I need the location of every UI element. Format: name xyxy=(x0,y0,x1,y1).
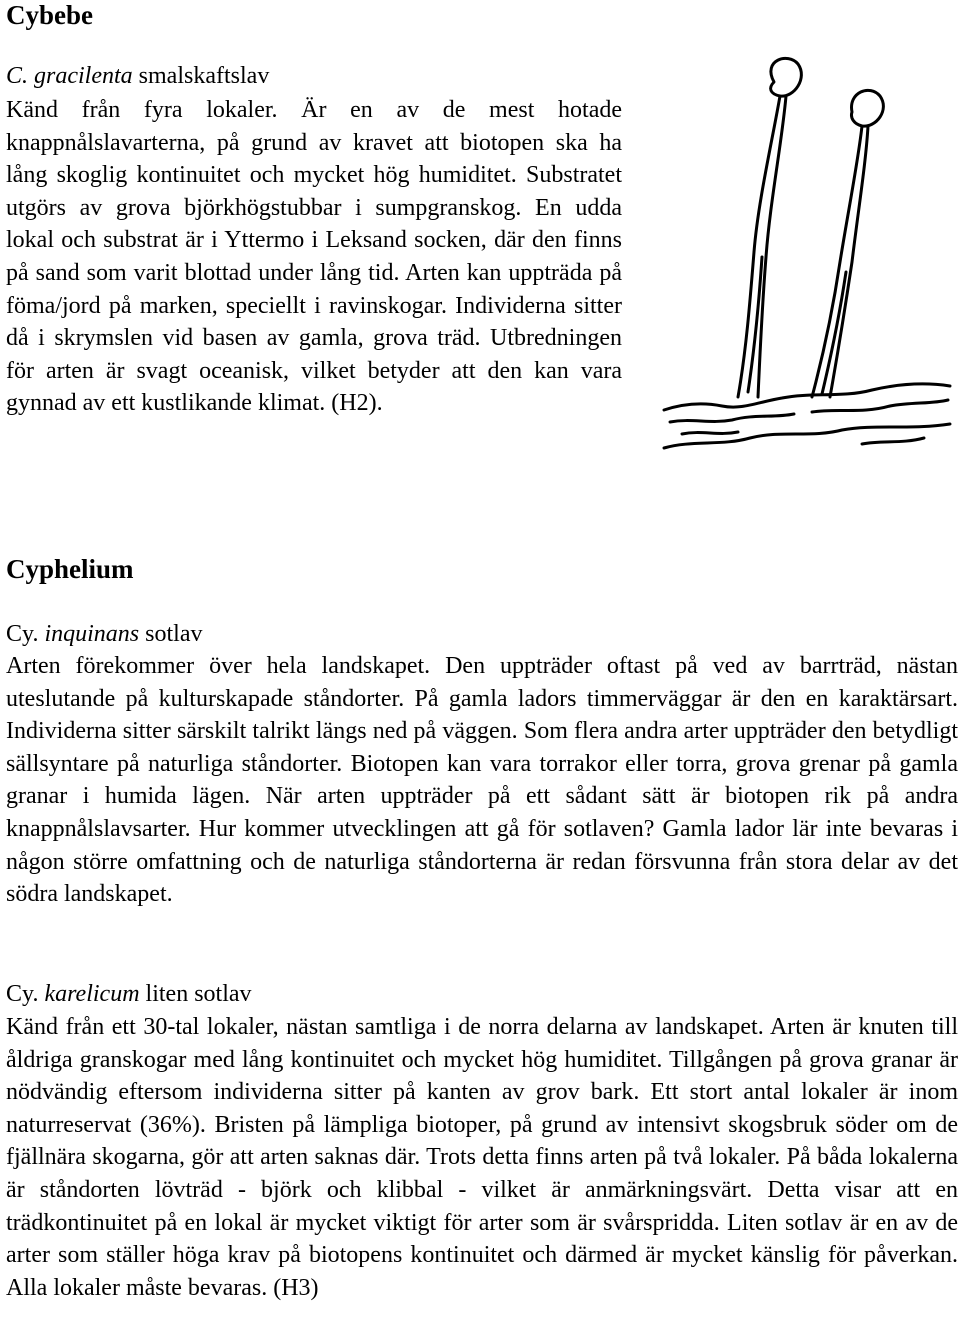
species-description-gracilenta: Känd från fyra lokaler. Är en av de mest hotade knappnålslavarterna, på grund av kravet att biotopen ska ha lång skoglig kontinuitet och mycket hög humiditet. Substratet utgörs av grova björkhögstubbar i sumpgranskog. En udda lokal och substrat är i Yttermo i Leksand socken, där den finns på sand som varit blottad under lång tid. Arten kan uppträda på föma/jord på marken, speciellt i ravinskogar. Individerna sitter då i skrymslen vid basen av gamla, grova träd. Utbredningen för arten är svagt oceanisk, vilket betyder att den kan vara gynnad av ett kustlikande klimat. (H2). xyxy=(6,97,622,417)
species-description-karelicum: Känd från ett 30-tal lokaler, nästan samtliga i de norra delarna av landskapet. Arten är knuten till åldriga granskogar med lång kontinuitet och mycket hög humiditet. Tillgången på grova granar är nödvändig eftersom individerna sitter på kanten av grov bark. Ett stort antal lokaler är inom naturreservat (36%). Bristen på lämpliga biotoper, på grund av intensivt skogsbruk söder om de fjällnära skogarna, gör att arten saknas där. Trots detta finns arten på två lokaler. På båda lokalerna är ståndorten lövträd - björk och klibbal - vilket är anmärkningsvärt. Detta visar att en trädkontinuitet på en lokal är mycket viktigt för arter som är svårspridda. Liten sotlav är en av de arter som ställer höga krav på biotopens kontinuitet och därmed är mycket känslig för påverkan. Alla lokaler måste bevaras. (H3) xyxy=(6,1014,958,1301)
species-epithet: gracilenta xyxy=(34,63,133,89)
species-title-inquinans xyxy=(6,620,202,648)
section-heading-cyphelium: Cyphelium xyxy=(6,554,134,584)
species-description-inquinans: Arten förekommer över hela landskapet. Den uppträder oftast på ved av barrträd, nästan uteslutande på kulturskapade ståndorter. På gamla ladors timmerväggar är den en karaktärsart. Individerna sitter särskilt talrikt längs ned på väggen. Som flera andra arter uppträder den betydligt sällsyntare på naturliga ståndorter. Biotopen kan vara torrakor eller torra, grova grenar på gamla granar i humida lägen. När arten uppträder på ett sådant sätt är biotopen rik på andra knappnålslavsarter. Hur kommer utvecklingen att gå för sotlaven? Gamla lador lär inte bevaras i någon större omfattning och de naturliga ståndorterna är redan försvunna från stora delar av det södra landskapet. xyxy=(6,653,958,908)
lichen-pin-illustration-icon xyxy=(662,52,952,462)
species-abbrev: C. xyxy=(6,63,29,89)
species-epithet: karelicum xyxy=(44,981,140,1007)
species-common-name: smalskaftslav xyxy=(138,63,270,89)
species-epithet: inquinans xyxy=(44,621,140,647)
species-title-gracilenta xyxy=(6,62,269,90)
species-title-karelicum xyxy=(6,980,252,1008)
section-heading-cybebe: Cybebe xyxy=(6,0,93,30)
species-abbrev: Cy. xyxy=(6,981,39,1007)
species-common-name: sotlav xyxy=(145,621,203,647)
species-abbrev: Cy. xyxy=(6,621,39,647)
species-common-name: liten sotlav xyxy=(145,981,252,1007)
